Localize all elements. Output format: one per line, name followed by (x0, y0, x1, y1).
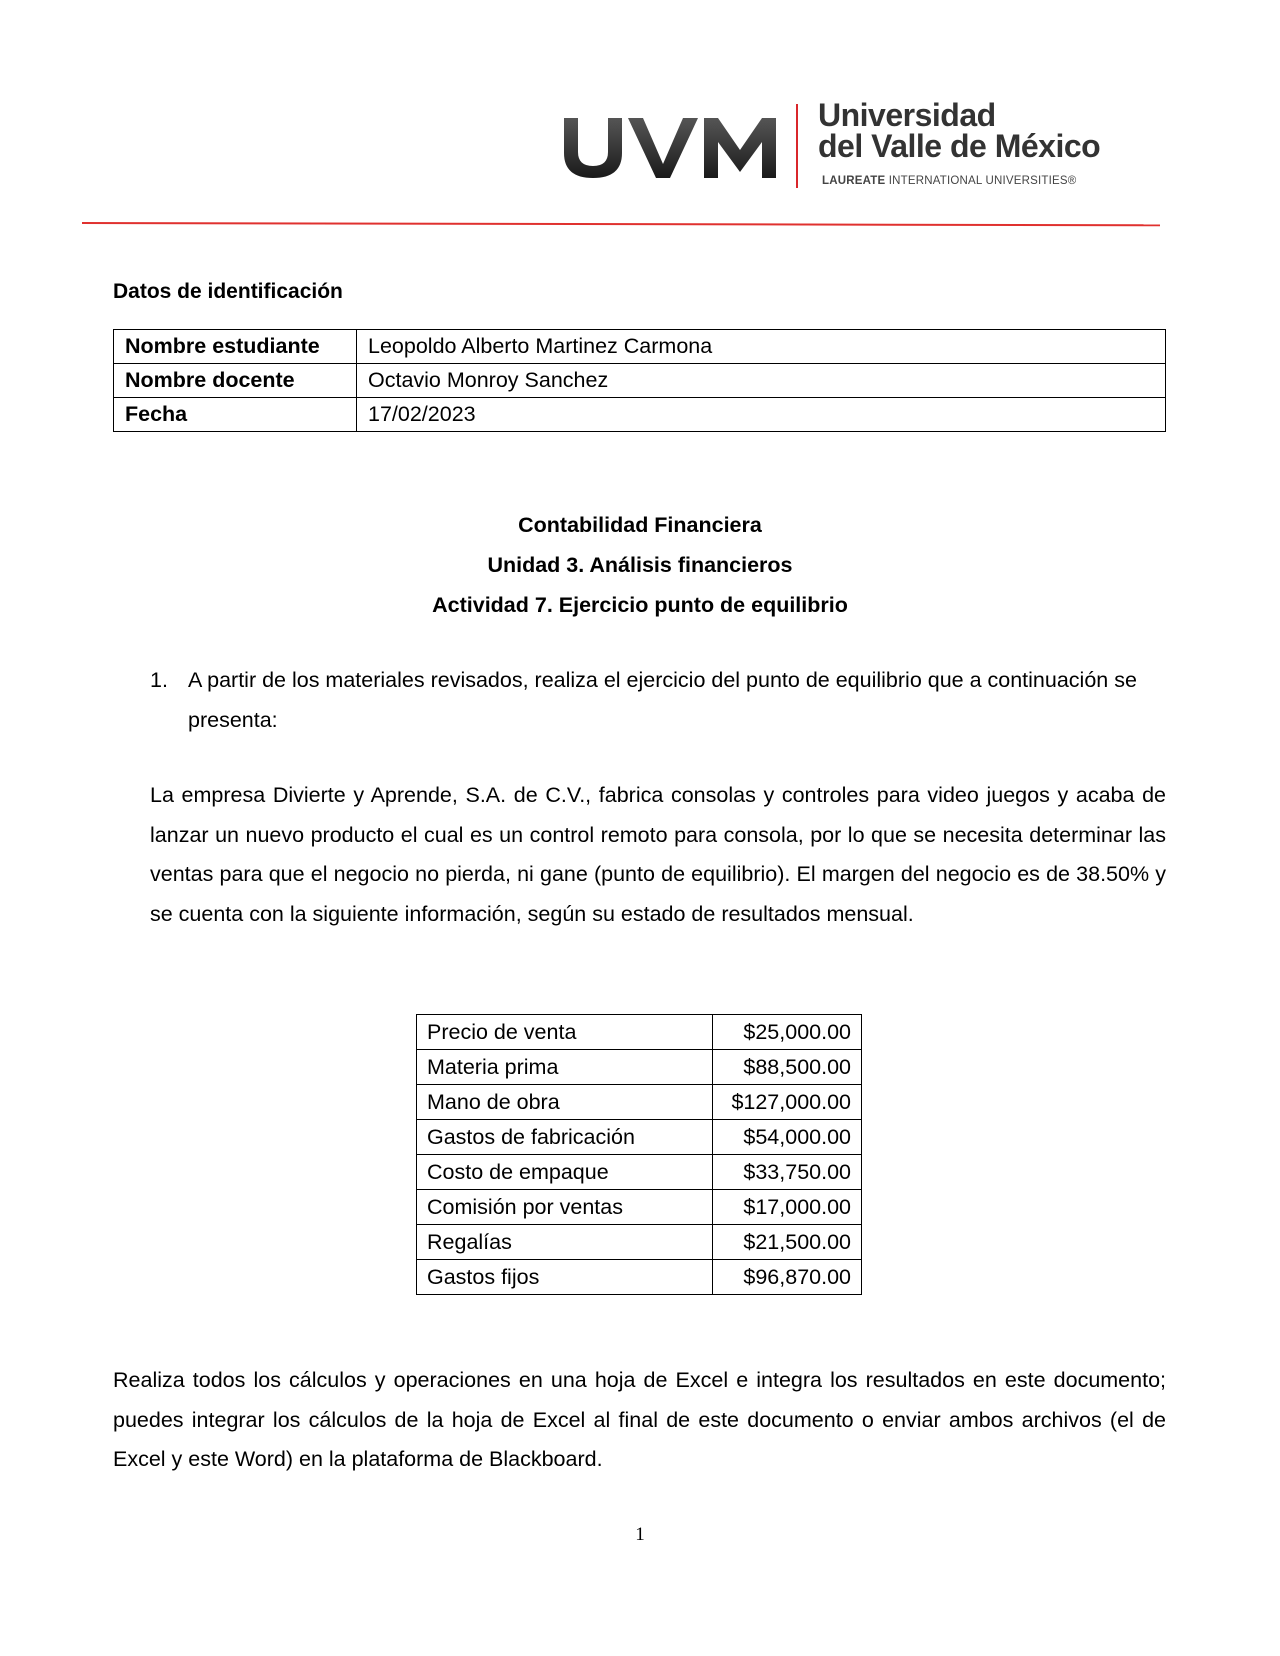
ident-value-teacher: Octavio Monroy Sanchez (357, 364, 1166, 398)
cost-concept: Regalías (417, 1225, 713, 1260)
ident-label-student: Nombre estudiante (114, 330, 357, 364)
cost-concept: Mano de obra (417, 1085, 713, 1120)
table-row (114, 364, 1166, 398)
logo-tagline (822, 175, 1076, 187)
cost-concept: Comisión por ventas (417, 1190, 713, 1225)
logo-university-name (818, 97, 1101, 164)
cost-amount: $127,000.00 (713, 1085, 862, 1120)
table-row (417, 1120, 862, 1155)
logo-tagline-bold: LAUREATE (822, 175, 886, 187)
table-row (114, 330, 1166, 364)
cost-amount: $17,000.00 (713, 1190, 862, 1225)
document-titles (0, 505, 1280, 625)
ident-label-date: Fecha (114, 398, 357, 432)
cost-concept: Gastos de fabricación (417, 1120, 713, 1155)
page-number: 1 (635, 1524, 645, 1545)
identification-title: Datos de identificación (113, 280, 343, 303)
ident-value-date: 17/02/2023 (357, 398, 1166, 432)
closing-paragraph: Realiza todos los cálculos y operaciones en una hoja de Excel e integra los resultados en este documento; puedes integrar los cálculos de la hoja de Excel al final de este documento o enviar ambos archivos (el de Excel y este Word) en la plataforma de Blackboard. (113, 1368, 1166, 1471)
ident-value-student: Leopoldo Alberto Martinez Carmona (357, 330, 1166, 364)
table-row (417, 1050, 862, 1085)
cost-concept: Materia prima (417, 1050, 713, 1085)
table-row (417, 1155, 862, 1190)
identification-table (113, 329, 1166, 432)
activity-title: Actividad 7. Ejercicio punto de equilibrio (432, 593, 848, 617)
instruction-number: 1. (150, 668, 168, 692)
cost-amount: $25,000.00 (713, 1015, 862, 1050)
cost-amount: $33,750.00 (713, 1155, 862, 1190)
cost-amount: $96,870.00 (713, 1260, 862, 1295)
unit-title: Unidad 3. Análisis financieros (487, 553, 793, 577)
ident-label-teacher: Nombre docente (114, 364, 357, 398)
cost-amount: $54,000.00 (713, 1120, 862, 1155)
cost-amount: $88,500.00 (713, 1050, 862, 1085)
table-row (417, 1015, 862, 1050)
cost-concept: Costo de empaque (417, 1155, 713, 1190)
header-divider-line (82, 222, 1160, 226)
table-row (417, 1260, 862, 1295)
table-row (417, 1085, 862, 1120)
cost-concept: Precio de venta (417, 1015, 713, 1050)
table-row (114, 398, 1166, 432)
logo-name-line1: Universidad (818, 97, 996, 133)
case-paragraph: La empresa Divierte y Aprende, S.A. de C.V., fabrica consolas y controles para video juegos y acaba de lanzar un nuevo producto el cual es un control remoto para consola, por lo que se necesita determinar las ventas para que el negocio no pierda, ni gane (punto de equilibrio). El margen del negocio es de 38.50% y se cuenta con la siguiente información, según su estado de resultados mensual. (150, 783, 1166, 926)
cost-concept: Gastos fijos (417, 1260, 713, 1295)
table-row (417, 1225, 862, 1260)
logo-divider (796, 104, 798, 188)
logo-tagline-rest: INTERNATIONAL UNIVERSITIES® (885, 175, 1077, 187)
costs-table (416, 1014, 862, 1295)
instruction-text: A partir de los materiales revisados, realiza el ejercicio del punto de equilibrio que a continuación se presenta: (188, 668, 1137, 732)
logo-name-line2: del Valle de México (818, 128, 1101, 164)
course-title: Contabilidad Financiera (518, 513, 762, 537)
table-row (417, 1190, 862, 1225)
cost-amount: $21,500.00 (713, 1225, 862, 1260)
uvm-logo (560, 97, 1101, 200)
uvm-logo-mark (560, 112, 780, 182)
